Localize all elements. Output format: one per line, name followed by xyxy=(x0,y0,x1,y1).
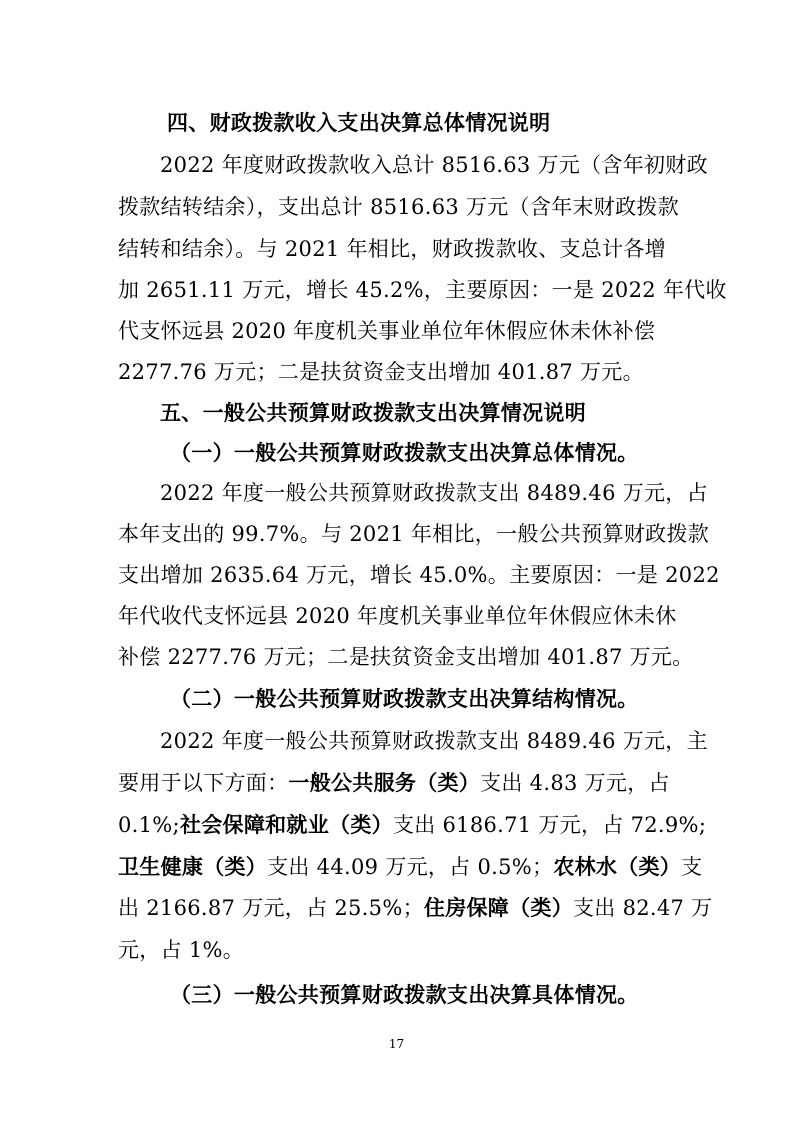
category-health: 卫生健康（类） xyxy=(118,854,268,879)
subsection-1-line-5: 补偿 2277.76 万元；二是扶贫资金支出增加 401.87 万元。 xyxy=(118,645,694,669)
subsection-1-line-1: 2022 年度一般公共预算财政拨款支出 8489.46 万元，占 xyxy=(160,481,708,505)
subsection-3-heading: （三）一般公共预算财政拨款支出决算具体情况。 xyxy=(170,982,639,1007)
subsection-2-line-6: 元，占 1%。 xyxy=(118,938,245,962)
section-4-line-5: 代支怀远县 2020 年度机关事业单位年休假应休未休补偿 xyxy=(118,319,656,343)
subsection-2-heading: （二）一般公共预算财政拨款支出决算结构情况。 xyxy=(170,686,639,711)
line-4-text-d: 支 xyxy=(681,855,703,879)
line-5-text-a: 出 2166.87 万元，占 25.5%； xyxy=(118,896,424,920)
subsection-1-line-2: 本年支出的 99.7%。与 2021 年相比，一般公共预算财政拨款 xyxy=(118,522,710,546)
section-4-line-4: 加 2651.11 万元，增长 45.2%，主要原因：一是 2022 年代收 xyxy=(118,278,727,302)
section-5-heading: 五、一般公共预算财政拨款支出决算情况说明 xyxy=(160,400,586,425)
line-5-text-c: 支出 82.47 万 xyxy=(573,896,713,920)
subsection-2-line-1: 2022 年度一般公共预算财政拨款支出 8489.46 万元，主 xyxy=(160,729,708,753)
line-3-text-a: 0.1%; xyxy=(118,813,180,837)
category-housing: 住房保障（类） xyxy=(423,895,573,920)
subsection-2-line-2 xyxy=(118,770,670,796)
line-3-text-c: 支出 6186.71 万元，占 72.9%; xyxy=(392,813,707,837)
page-number: 17 xyxy=(388,1037,405,1051)
subsection-1-heading: （一）一般公共预算财政拨款支出决算总体情况。 xyxy=(170,440,639,465)
line-2-text-c: 支出 4.83 万元，占 xyxy=(480,771,670,795)
subsection-1-line-3: 支出增加 2635.64 万元，增长 45.0%。主要原因：一是 2022 xyxy=(118,563,720,587)
section-4-line-1: 2022 年度财政拨款收入总计 8516.63 万元（含年初财政 xyxy=(160,153,708,177)
subsection-2-line-3 xyxy=(118,812,706,838)
section-4-line-6: 2277.76 万元；二是扶贫资金支出增加 401.87 万元。 xyxy=(118,360,644,384)
section-4-line-3: 结转和结余）。与 2021 年相比，财政拨款收、支总计各增 xyxy=(118,237,666,261)
category-social-security: 社会保障和就业（类） xyxy=(179,812,393,837)
category-agriculture: 农林水（类） xyxy=(553,854,682,879)
subsection-2-line-4 xyxy=(118,854,702,880)
section-4-line-2: 拨款结转结余），支出总计 8516.63 万元（含年末财政拨款 xyxy=(118,195,679,219)
subsection-2-line-5 xyxy=(118,895,712,921)
line-4-text-b: 支出 44.09 万元，占 0.5%； xyxy=(267,855,554,879)
category-general-public-services: 一般公共服务（类） xyxy=(288,770,481,795)
line-2-text-a: 要用于以下方面： xyxy=(118,771,289,795)
subsection-1-line-4: 年代收代支怀远县 2020 年度机关事业单位年休假应休未休 xyxy=(118,604,677,628)
section-4-heading: 四、财政拨款收入支出决算总体情况说明 xyxy=(167,110,551,135)
